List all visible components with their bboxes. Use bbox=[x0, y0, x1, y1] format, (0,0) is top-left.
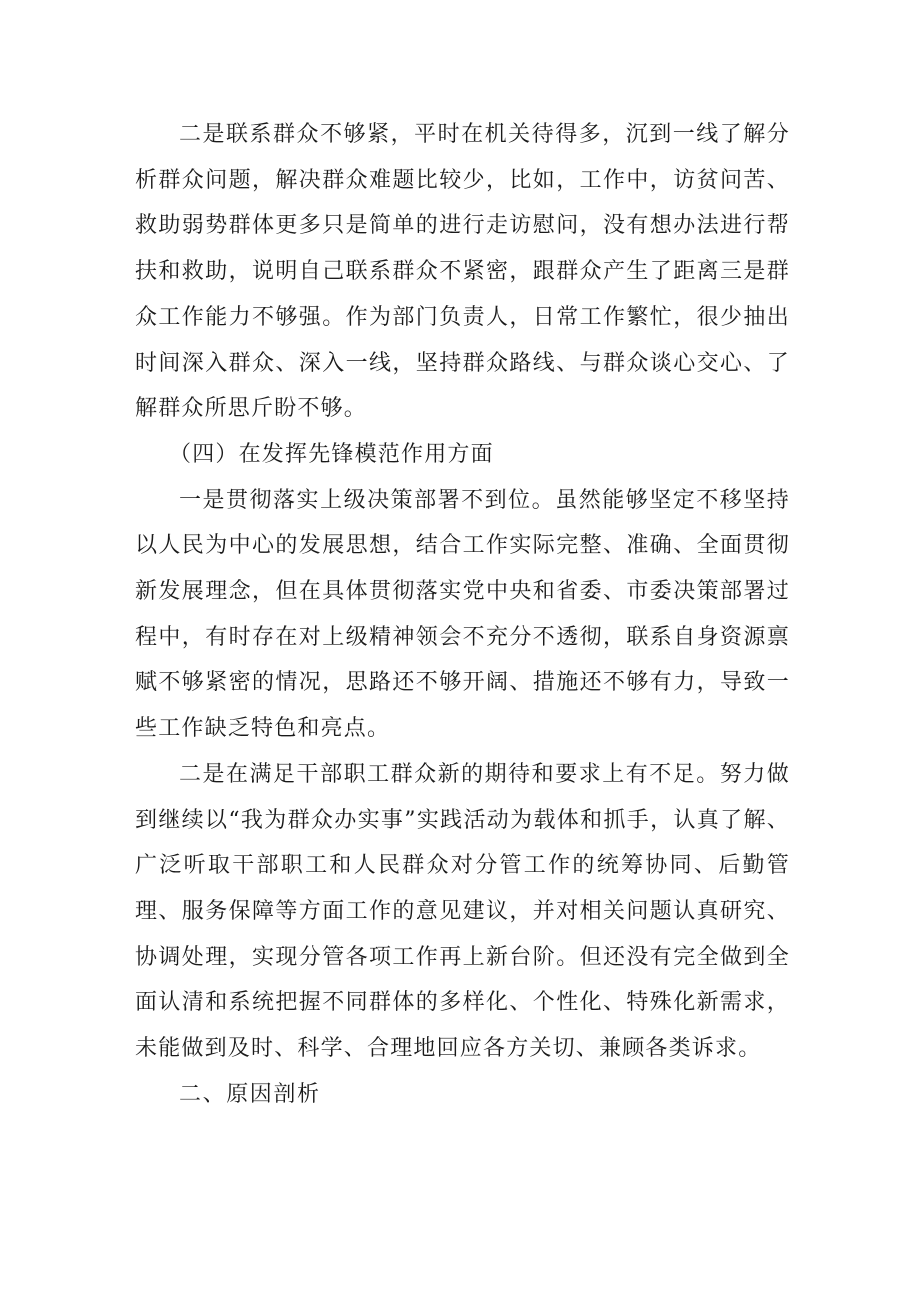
section-heading-cause-analysis: 二、原因剖析 bbox=[179, 1081, 321, 1107]
document-body bbox=[135, 112, 790, 1117]
paragraph-implementation: 一是贯彻落实上级决策部署不到位。虽然能够坚定不移坚持以人民为中心的发展思想，结合工作实际完整、准确、全面贯彻新发展理念，但在具体贯彻落实党中央和省委、市委决策部署过程中，有时存在对上级精神领会不充分不透彻，联系自身资源禀赋不够紧密的情况，思路还不够开阔、措施还不够有力，导致一些工作缺乏特色和亮点。 bbox=[135, 487, 790, 742]
section-heading-vanguard-role: （四）在发挥先锋模范作用方面 bbox=[169, 441, 494, 467]
paragraph-meeting-expectations: 二是在满足干部职工群众新的期待和要求上有不足。努力做到继续以“我为群众办实事”实践活动为载体和抓手，认真了解、广泛听取干部职工和人民群众对分管工作的统筹协同、后勤管理、服务保障等方面工作的意见建议，并对相关问题认真研究、协调处理，实现分管各项工作再上新台阶。但还没有完全做到全面认清和系统把握不同群体的多样化、个性化、特殊化新需求，未能做到及时、科学、合理地回应各方关切、兼顾各类诉求。 bbox=[135, 761, 790, 1062]
paragraph-contact-masses: 二是联系群众不够紧，平时在机关待得多，沉到一线了解分析群众问题，解决群众难题比较少，比如，工作中，访贫问苦、救助弱势群体更多只是简单的进行走访慰问，没有想办法进行帮扶和救助，说明自己联系群众不紧密，跟群众产生了距离三是群众工作能力不够强。作为部门负责人，日常工作繁忙，很少抽出时间深入群众、深入一线，坚持群众路线、与群众谈心交心、了解群众所思斤盼不够。 bbox=[135, 122, 790, 422]
